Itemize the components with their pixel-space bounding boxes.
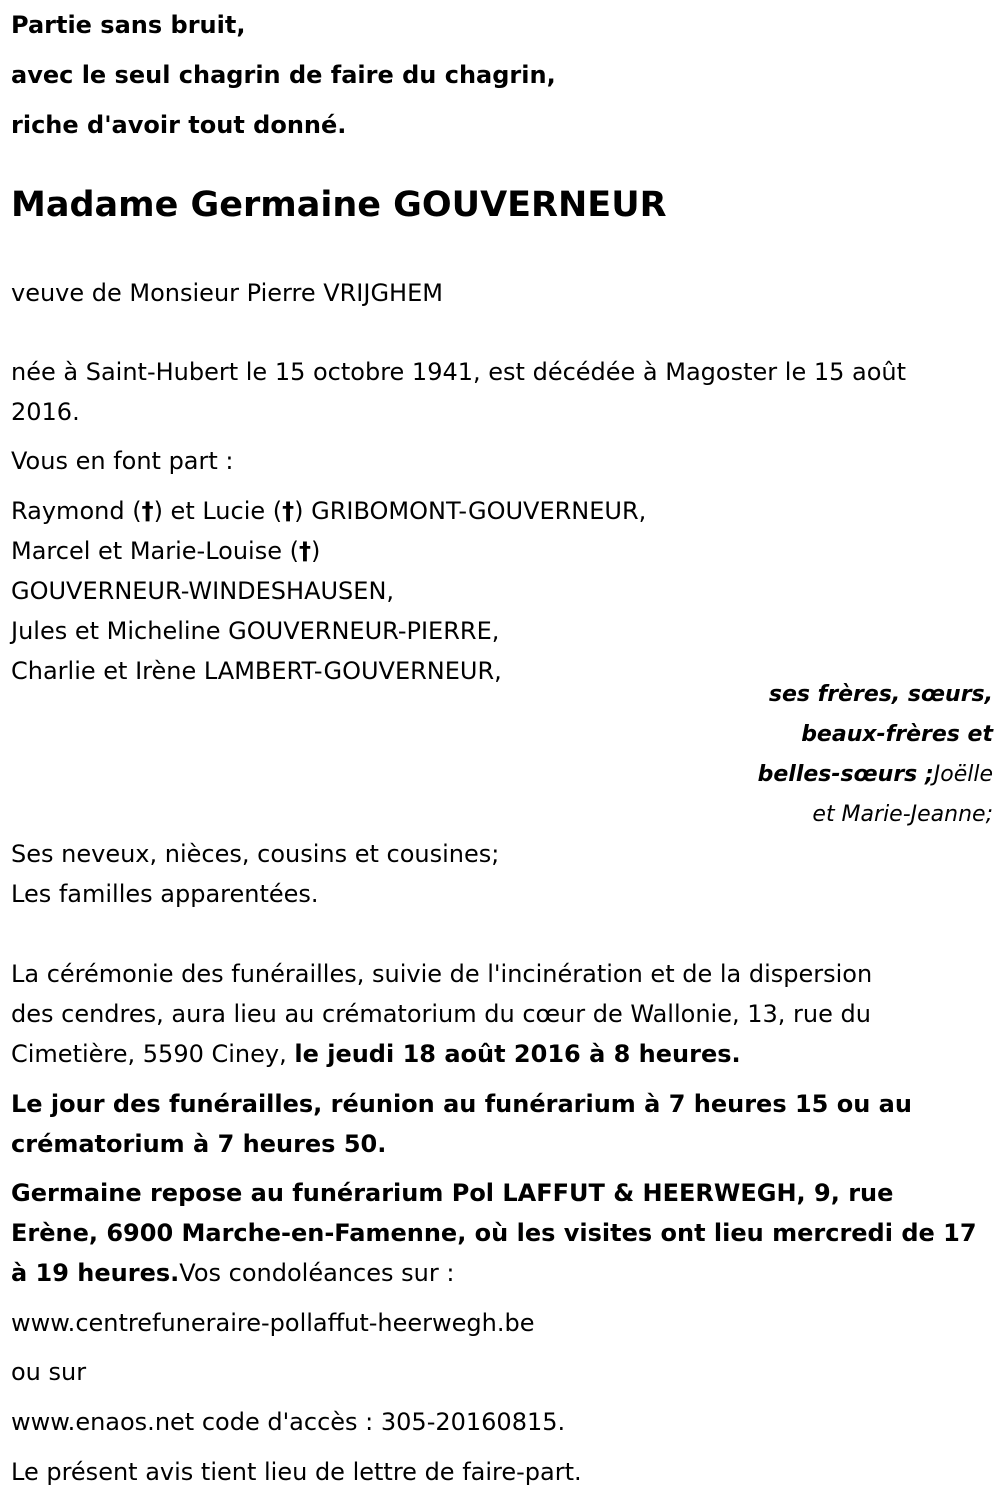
family-line-1-part-c: ) GRIBOMONT-GOUVERNEUR, xyxy=(294,497,647,525)
others-line-2: Les familles apparentées. xyxy=(11,880,319,908)
relation-line-3-bold: belles-sœurs ; xyxy=(757,762,934,787)
condolences-intro: Vos condoléances sur : xyxy=(179,1259,455,1287)
family-line-1 xyxy=(11,496,646,526)
rest-line-3 xyxy=(11,1258,454,1288)
closing-line: Le présent avis tient lieu de lettre de faire-part. xyxy=(11,1458,582,1486)
family-line-2 xyxy=(11,536,320,566)
family-line-1-part-a: Raymond ( xyxy=(11,497,142,525)
cross-icon: † xyxy=(282,497,295,525)
family-line-3: GOUVERNEUR-WINDESHAUSEN, xyxy=(11,577,395,605)
ceremony-line-2: des cendres, aura lieu au crématorium du cœur de Wallonie, 13, rue du xyxy=(11,1000,871,1028)
rest-line-2: Erène, 6900 Marche-en-Famenne, où les visites ont lieu mercredi de 17 xyxy=(11,1219,977,1247)
family-line-5: Charlie et Irène LAMBERT-GOUVERNEUR, xyxy=(11,657,502,685)
intro-line-2: avec le seul chagrin de faire du chagrin, xyxy=(11,61,556,89)
relation-line-3-normal: Joëlle xyxy=(933,762,993,787)
ceremony-date: le jeudi 18 août 2016 à 8 heures. xyxy=(294,1040,741,1068)
rest-line-1: Germaine repose au funérarium Pol LAFFUT & HEERWEGH, 9, rue xyxy=(11,1179,894,1207)
family-line-2-part-b: ) xyxy=(310,537,321,565)
intro-line-3: riche d'avoir tout donné. xyxy=(11,111,347,139)
others-line-1: Ses neveux, nièces, cousins et cousines; xyxy=(11,840,500,868)
relation-line-4: et Marie-Jeanne; xyxy=(812,802,993,827)
intro-line-1: Partie sans bruit, xyxy=(11,11,246,39)
ceremony-line-3 xyxy=(11,1039,741,1069)
cross-icon: † xyxy=(141,497,154,525)
birth-death-line-2: 2016. xyxy=(11,398,80,426)
condolence-site-1[interactable]: www.centrefuneraire-pollaffut-heerwegh.be xyxy=(11,1309,535,1337)
family-line-2-part-a: Marcel et Marie-Louise ( xyxy=(11,537,299,565)
spouse-line: veuve de Monsieur Pierre VRIJGHEM xyxy=(11,279,443,307)
ceremony-line-1: La cérémonie des funérailles, suivie de l'incinération et de la dispersion xyxy=(11,960,873,988)
relation-line-1: ses frères, sœurs, xyxy=(768,682,993,707)
family-line-4: Jules et Micheline GOUVERNEUR-PIERRE, xyxy=(11,617,500,645)
cross-icon: † xyxy=(298,537,311,565)
announce-intro: Vous en font part : xyxy=(11,447,234,475)
ceremony-place: Cimetière, 5590 Ciney, xyxy=(11,1040,295,1068)
family-line-1-part-b: ) et Lucie ( xyxy=(153,497,283,525)
meeting-line-1: Le jour des funérailles, réunion au funérarium à 7 heures 15 ou au xyxy=(11,1090,912,1118)
rest-hours: à 19 heures. xyxy=(11,1259,180,1287)
birth-death-line-1: née à Saint-Hubert le 15 octobre 1941, est décédée à Magoster le 15 août xyxy=(11,358,907,386)
relation-line-2: beaux-frères et xyxy=(801,722,993,747)
or-text: ou sur xyxy=(11,1358,87,1386)
relation-line-3 xyxy=(758,761,993,789)
condolence-site-2[interactable]: www.enaos.net code d'accès : 305-20160815. xyxy=(11,1408,566,1436)
deceased-name: Madame Germaine GOUVERNEUR xyxy=(11,185,667,225)
meeting-line-2: crématorium à 7 heures 50. xyxy=(11,1130,387,1158)
